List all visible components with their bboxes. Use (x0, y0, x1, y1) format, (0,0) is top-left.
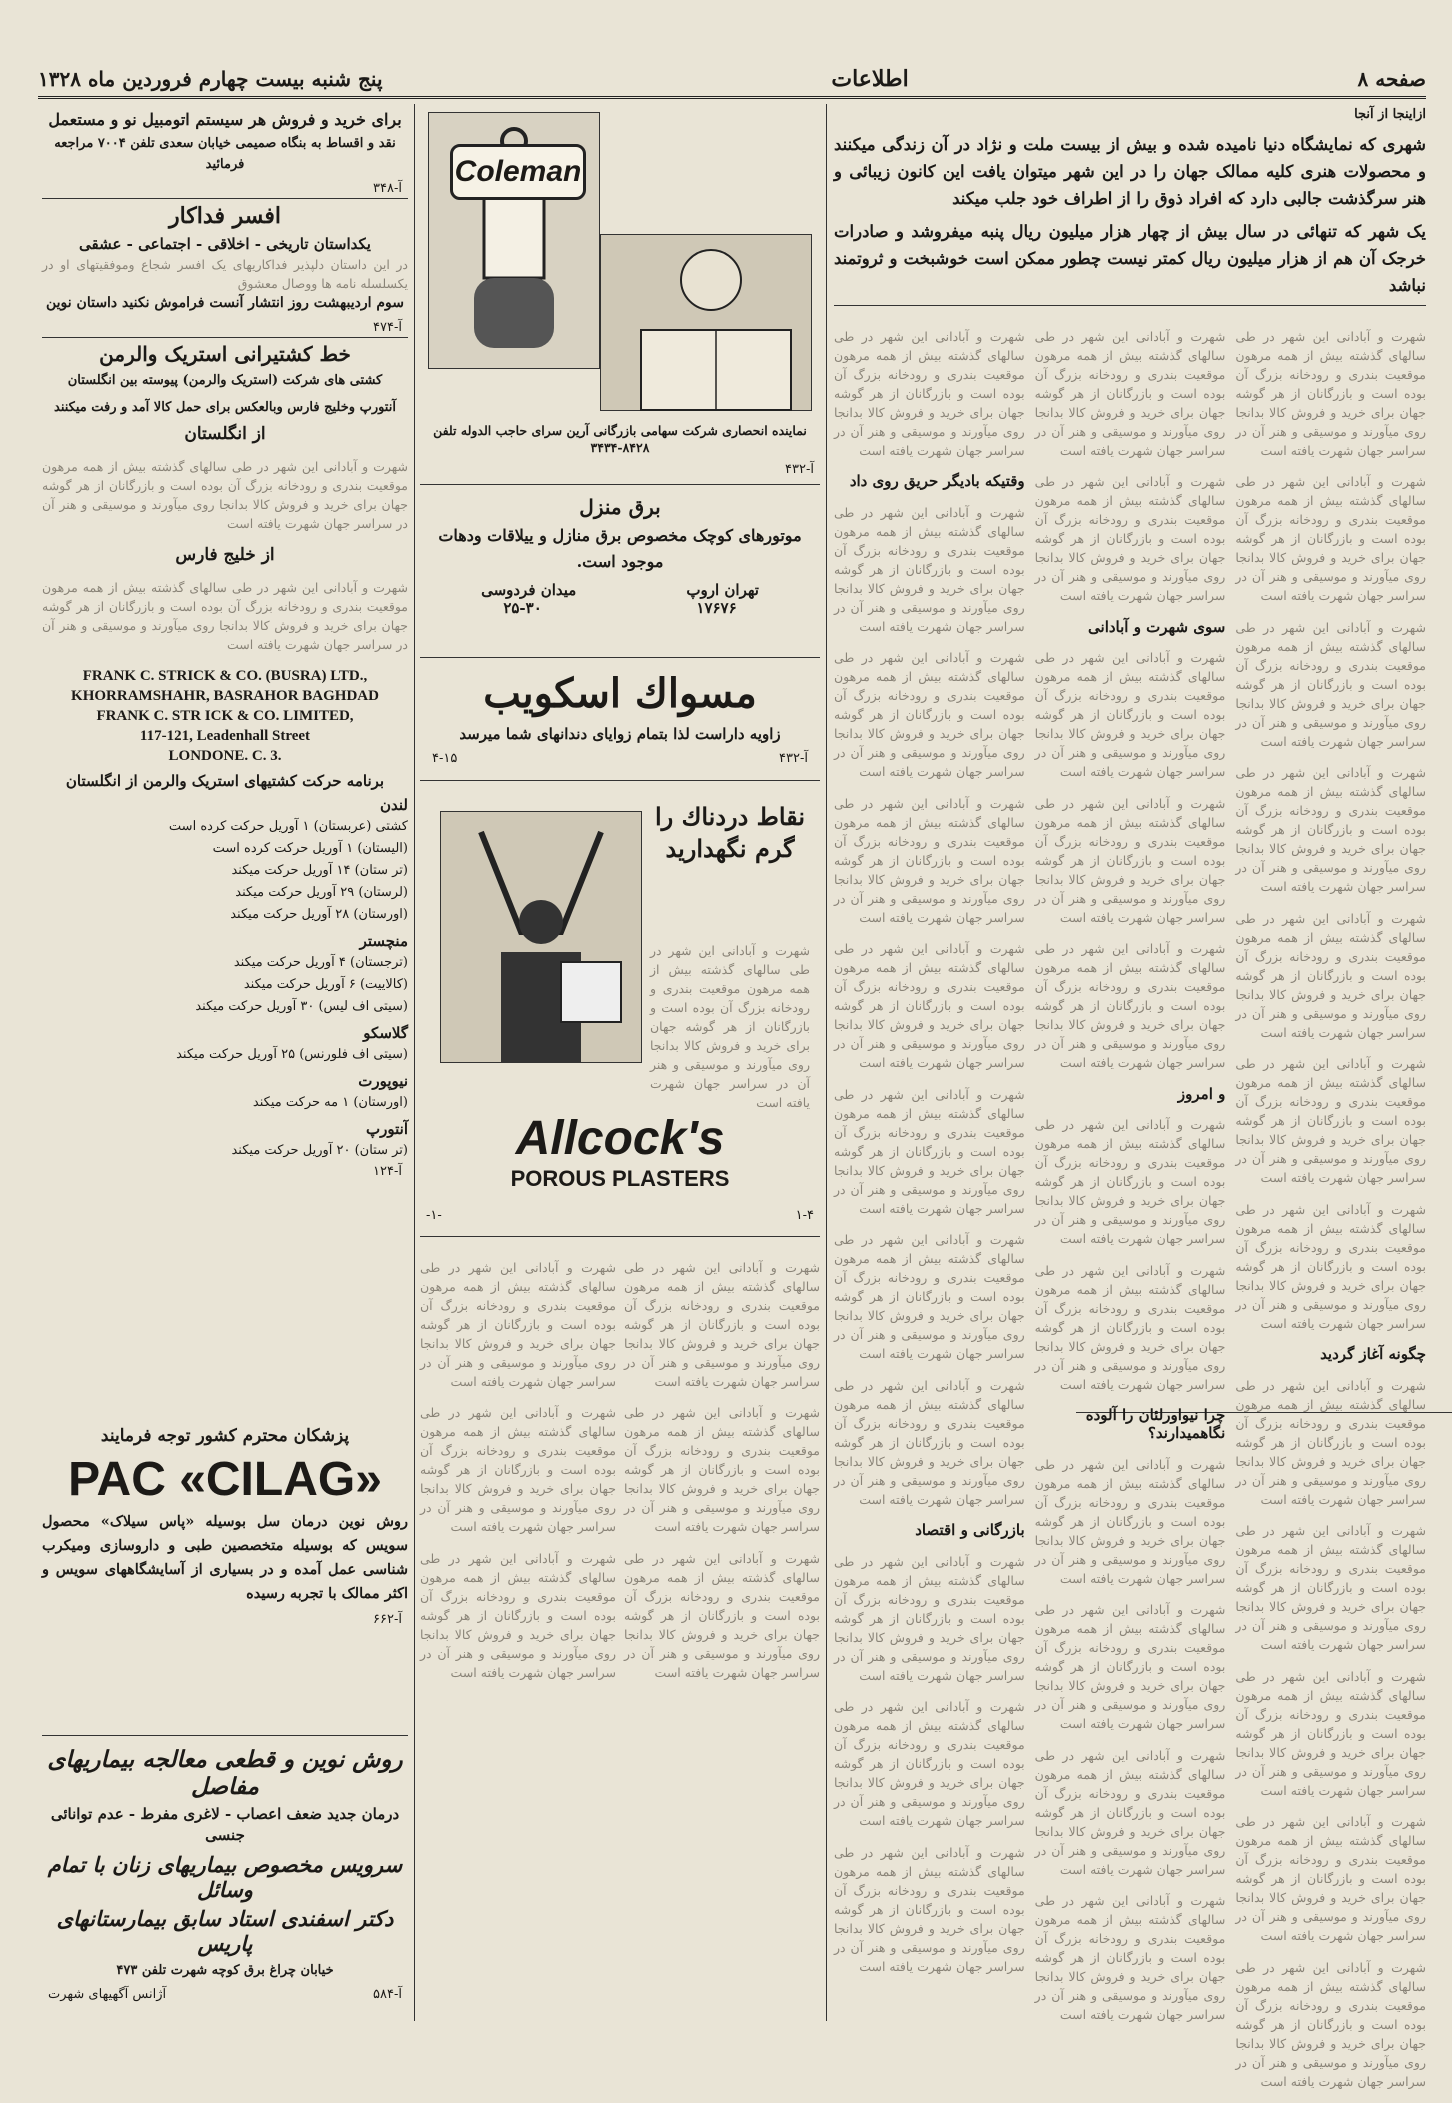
article-body: شهرت و آبادانی این شهر در طی سالهای گذشته بیش از همه مرهون موقعیت بندری و رودخانه بزرگ آن بوده است و بازرگانان از هر گوشه جهان برای خرید و فروش کالا بدانجا روی میآورند و موسیقی و هنر آن در سراسر جهان شهرت یافته است (833, 650, 1025, 779)
article-lead: شهری که نمایشگاه دنیا نامیده شده و بیش از بیست ملت و نژاد در آن زندگی میکنند و محصولات هنری کلیه ممالک جهان را در این شهر میتوان یافت این کانون زیبائی و هنر سرگذشت جالبی دارد که افراد ذوق را از اطراف خود جلب میکند (834, 135, 1426, 208)
doctor-line-1: روش نوین و قطعی معالجه بیماریهای مفاصل (47, 1746, 403, 1800)
schedule-row: (تر ستان) ۲۰ آوریل حرکت میکند (231, 1143, 408, 1158)
coleman-caption: نماینده انحصاری شرکت سهامی بازرگانی آرین سرای حاجب الدوله تلفن ۸۴۲۸-۳۴۳۴ (433, 423, 807, 455)
from-gulf-heading: از خلیج فارس (175, 545, 275, 565)
agency-name: آژانس آگهیهای شهرت (48, 1987, 167, 2002)
article-body: شهرت و آبادانی این شهر در طی سالهای گذشته بیش از همه مرهون موقعیت بندری و رودخانه بزرگ آن بوده است و بازرگانان از هر گوشه جهان برای خرید و فروش کالا بدانجا روی میآورند و موسیقی و هنر آن در سراسر جهان شهرت یافته است (1034, 1117, 1226, 1246)
allcock-ad (420, 781, 820, 1236)
shipping-sub: کشتی های شرکت (استریک والرمن) پیوسته بین انگلستان (67, 373, 383, 388)
car-body: نقد و اقساط به بنگاه صمیمی خیابان سعدی تلفن ۷۰۰۴ مراجعه فرمائید (54, 136, 396, 172)
book-subtitle: یکداستان تاریخی - اخلاقی - اجتماعی - عشقی (79, 235, 371, 253)
section-rule (420, 1236, 820, 1237)
ad-code: آ-۱۲۴ (373, 1164, 402, 1179)
subheading: بازرگانی و اقتصاد (915, 1521, 1025, 1539)
schedule-title: برنامه حرکت کشتیهای استریک والرمن از انگلستان (65, 772, 385, 790)
toothbrush-ad (420, 658, 820, 780)
article-body: شهرت و آبادانی این شهر در طی سالهای گذشته بیش از همه مرهون موقعیت بندری و رودخانه بزرگ آن بوده است و بازرگانان از هر گوشه جهان برای خرید و فروش کالا بدانجا روی میآورند و موسیقی و هنر آن در سراسر جهان شهرت یافته است (420, 1259, 616, 1389)
book-title: افسر فداکار (168, 203, 282, 229)
article-body: شهرت و آبادانی این شهر در طی سالهای گذشته بیش از همه مرهون موقعیت بندری و رودخانه بزرگ آن بوده است و بازرگانان از هر گوشه جهان برای خرید و فروش کالا بدانجا روی میآورند و موسیقی و هنر آن در سراسر جهان شهرت یافته است (1034, 474, 1226, 603)
from-uk-heading: از انگلستان (184, 424, 266, 444)
article-body: شهرت و آبادانی این شهر در طی سالهای گذشته بیش از همه مرهون موقعیت بندری و رودخانه بزرگ آن بوده است و بازرگانان از هر گوشه جهان برای خرید و فروش کالا بدانجا روی میآورند و موسیقی و هنر آن در سراسر جهان شهرت یافته است (1235, 1814, 1426, 1943)
article-body: شهرت و آبادانی این شهر در طی سالهای گذشته بیش از همه مرهون موقعیت بندری و رودخانه بزرگ آن بوده است و بازرگانان از هر گوشه جهان برای خرید و فروش کالا بدانجا روی میآورند و موسیقی و هنر آن در سراسر جهان شهرت یافته است (833, 1377, 1025, 1507)
port-newport: نیوپورت (358, 1072, 408, 1090)
generator-ad (420, 485, 820, 657)
shipping-ports: آنتورپ وخلیج فارس وبالعکس برای حمل کالا آمد و رفت میکنند (54, 400, 396, 415)
subheading: چرا نیواورلئان را آلوده نگاهمیدارند؟ (1085, 1406, 1226, 1442)
section-rule (42, 1735, 408, 1736)
article-body: شهرت و آبادانی این شهر در طی سالهای گذشته بیش از همه مرهون موقعیت بندری و رودخانه بزرگ آن بوده است و بازرگانان از هر گوشه جهان برای خرید و فروش کالا بدانجا روی میآورند و موسیقی و هنر آن در سراسر جهان شهرت یافته است (624, 1405, 820, 1534)
article-body: شهرت و آبادانی این شهر در طی سالهای گذشته بیش از همه مرهون موقعیت بندری و رودخانه بزرگ آن بوده است و بازرگانان از هر گوشه جهان برای خرید و فروش کالا بدانجا روی میآورند و موسیقی و هنر آن در سراسر جهان شهرت یافته است (1235, 910, 1426, 1040)
ad-code: آ-۴۷۴ (373, 320, 402, 335)
toothbrush-body: زاویه داراست لذا بتمام زوایای دندانهای شما میرسد (459, 725, 781, 743)
coleman-logo (450, 144, 586, 200)
allcock-body: شهرت و آبادانی این شهر در طی سالهای گذشته بیش از همه مرهون موقعیت بندری و رودخانه بزرگ آن بوده است و بازرگانان از هر گوشه جهان برای خرید و فروش کالا بدانجا روی میآورند و موسیقی و هنر آن در سراسر جهان شهرت یافته است (650, 943, 810, 1110)
car-ad (42, 110, 408, 196)
ad-code: -۱- (426, 1208, 442, 1223)
article-body: شهرت و آبادانی این شهر در طی سالهای گذشته بیش از همه مرهون موقعیت بندری و رودخانه بزرگ آن بوده است و بازرگانان از هر گوشه جهان برای خرید و فروش کالا بدانجا روی میآورند و موسیقی و هنر آن در سراسر جهان شهرت یافته است (420, 1550, 616, 1680)
article-body: شهرت و آبادانی این شهر در طی سالهای گذشته بیش از همه مرهون موقعیت بندری و رودخانه بزرگ آن بوده است و بازرگانان از هر گوشه جهان برای خرید و فروش کالا بدانجا روی میآورند و موسیقی و هنر آن در سراسر جهان شهرت یافته است (1034, 1893, 1226, 2022)
article-column (834, 314, 1025, 2103)
section-rule (42, 198, 408, 199)
schedule-row: (اورستان) ۱ مه حرکت میکند (252, 1095, 408, 1110)
address-1: تهران اروپ (686, 581, 759, 599)
port-manchester: منچستر (359, 932, 408, 950)
masthead (38, 62, 1426, 99)
subheading: وقتیکه بادیگر حریق روی داد (849, 472, 1025, 490)
article-body: شهرت و آبادانی این شهر در طی سالهای گذشته بیش از همه مرهون موقعیت بندری و رودخانه بزرگ آن بوده است و بازرگانان از هر گوشه جهان برای خرید و فروش کالا بدانجا روی میآورند و موسیقی و هنر آن در سراسر جهان شهرت یافته است (833, 1232, 1025, 1361)
man-reading-newspaper (600, 234, 812, 411)
middle-ads-column (420, 104, 820, 2021)
pac-cilag-ad (42, 1420, 408, 1629)
ad-code: ۴-۱۵ (432, 751, 458, 766)
article-body: شهرت و آبادانی این شهر در طی سالهای گذشته بیش از همه مرهون موقعیت بندری و رودخانه بزرگ آن بوده است و بازرگانان از هر گوشه جهان برای خرید و فروش کالا بدانجا روی میآورند و موسیقی و هنر آن در سراسر جهان شهرت یافته است (1034, 941, 1226, 1070)
book-body: در این داستان دلپذیر فداکاریهای یک افسر شجاع وموفقیتهای او در یکسلسله نامه ها ووصال معشوق (42, 257, 408, 291)
subheading: و امروز (1177, 1084, 1226, 1103)
pac-body: روش نوین درمان سل بوسیله «پاس سیلاک» محصول سویس که بوسیله متخصصین طبی و داروسازی ومیکرب شناسی عمل آمده و در بسیاری از آسایشگاههای سویس و اکثر ممالک با تجربه رسیده (42, 1513, 408, 1602)
column-rule (414, 104, 415, 2021)
article-body: شهرت و آبادانی این شهر در طی سالهای گذشته بیش از همه مرهون موقعیت بندری و رودخانه بزرگ آن بوده است و بازرگانان از هر گوشه جهان برای خرید و فروش کالا بدانجا روی میآورند و موسیقی و هنر آن در سراسر جهان شهرت یافته است (1034, 328, 1226, 458)
agent-address-2: KHORRAMSHAHR, BASRAHOR BAGHDAD (71, 688, 379, 704)
article-body: شهرت و آبادانی این شهر در طی سالهای گذشته بیش از همه مرهون موقعیت بندری و رودخانه بزرگ آن بوده است و بازرگانان از هر گوشه جهان برای خرید و فروش کالا بدانجا روی میآورند و موسیقی و هنر آن در سراسر جهان شهرت یافته است (833, 795, 1025, 925)
allcock-slogan: نقاط دردناك را گرم نگهدارید (654, 802, 806, 863)
doctor-line-2: درمان جدید ضعف اعصاب - لاغری مفرط - عدم توانائی جنسی (50, 1805, 400, 1844)
toothbrush-title: مسواك اسكويب (483, 670, 757, 717)
port-glasgow: گلاسکو (363, 1024, 408, 1042)
subheading: سوی شهرت و آبادانی (1088, 617, 1226, 636)
shipping-ad (42, 342, 408, 1179)
article-body: شهرت و آبادانی این شهر در طی سالهای گذشته بیش از همه مرهون موقعیت بندری و رودخانه بزرگ آن بوده است و بازرگانان از هر گوشه جهان برای خرید و فروش کالا بدانجا روی میآورند و موسیقی و هنر آن در سراسر جهان شهرت یافته است (833, 1699, 1025, 1828)
figure-illustration (440, 811, 642, 1063)
section-rule (420, 484, 820, 485)
doctor-line-4: دکتر اسفندی استاد سابق بیمارستانهای پاریس (56, 1906, 394, 1956)
schedule-row: (لرستان) ۲۹ آوریل حرکت میکند (235, 885, 408, 900)
phone-2: ۲۵-۳۰ (503, 599, 542, 617)
phone-1: ۱۷۶۷۶ (696, 599, 737, 617)
feature-article (833, 104, 1426, 2089)
agent-address-3: FRANK C. STR ICK & CO. LIMITED, (96, 708, 354, 724)
shipping-body: شهرت و آبادانی این شهر در طی سالهای گذشته بیش از همه مرهون موقعیت بندری و رودخانه بزرگ آن بوده است و بازرگانان از هر گوشه جهان برای خرید و فروش کالا بدانجا روی میآورند و موسیقی و هنر آن در سراسر جهان شهرت یافته است (42, 579, 408, 652)
newspaper-name: اطلاعات (831, 66, 909, 92)
schedule-row: (کالاییت) ۶ آوریل حرکت میکند (243, 977, 408, 992)
allcock-brand: Allcock's (515, 1112, 725, 1165)
pac-title: پزشکان محترم کشور توجه فرمایند (100, 1426, 350, 1446)
left-ads-column (42, 104, 408, 2021)
address-2: میدان فردوسی (481, 581, 577, 599)
shipping-title: خط کشتیرانی استریک والرمن (99, 342, 351, 366)
article-body: شهرت و آبادانی این شهر در طی سالهای گذشته بیش از همه مرهون موقعیت بندری و رودخانه بزرگ آن بوده است و بازرگانان از هر گوشه جهان برای خرید و فروش کالا بدانجا روی میآورند و موسیقی و هنر آن در سراسر جهان شهرت یافته است (1235, 1668, 1426, 1798)
article-body: شهرت و آبادانی این شهر در طی سالهای گذشته بیش از همه مرهون موقعیت بندری و رودخانه بزرگ آن بوده است و بازرگانان از هر گوشه جهان برای خرید و فروش کالا بدانجا روی میآورند و موسیقی و هنر آن در سراسر جهان شهرت یافته است (833, 328, 1025, 458)
doctor-line-3: سرویس مخصوص بیماریهای زنان با تمام وسائل (47, 1852, 403, 1902)
article-body: شهرت و آبادانی این شهر در طی سالهای گذشته بیش از همه مرهون موقعیت بندری و رودخانه بزرگ آن بوده است و بازرگانان از هر گوشه جهان برای خرید و فروش کالا بدانجا روی میآورند و موسیقی و هنر آن در سراسر جهان شهرت یافته است (833, 941, 1025, 1070)
schedule-row: (الیستان) ۱ آوریل حرکت کرده است (212, 841, 408, 856)
article-lead-2: یک شهر که تنهائی در سال بیش از چهار هزار میلیون ریال پنبه میفروشد و صادرات خرجک آن هم از هزار میلیون ریال کمتر نیست چطور ممکن است خوشبخت و ثروتمند نباشد (834, 218, 1426, 306)
article-body: شهرت و آبادانی این شهر در طی سالهای گذشته بیش از همه مرهون موقعیت بندری و رودخانه بزرگ آن بوده است و بازرگانان از هر گوشه جهان برای خرید و فروش کالا بدانجا روی میآورند و موسیقی و هنر آن در سراسر جهان شهرت یافته است (833, 1086, 1025, 1216)
article-body: شهرت و آبادانی این شهر در طی سالهای گذشته بیش از همه مرهون موقعیت بندری و رودخانه بزرگ آن بوده است و بازرگانان از هر گوشه جهان برای خرید و فروش کالا بدانجا روی میآورند و موسیقی و هنر آن در سراسر جهان شهرت یافته است (833, 504, 1025, 634)
issue-date: پنج شنبه بیست چهارم فروردین ماه ۱۳۲۸ (38, 67, 383, 91)
article-body: شهرت و آبادانی این شهر در طی سالهای گذشته بیش از همه مرهون موقعیت بندری و رودخانه بزرگ آن بوده است و بازرگانان از هر گوشه جهان برای خرید و فروش کالا بدانجا روی میآورند و موسیقی و هنر آن در سراسر جهان شهرت یافته است (624, 1550, 820, 1680)
article-body: شهرت و آبادانی این شهر در طی سالهای گذشته بیش از همه مرهون موقعیت بندری و رودخانه بزرگ آن بوده است و بازرگانان از هر گوشه جهان برای خرید و فروش کالا بدانجا روی میآورند و موسیقی و هنر آن در سراسر جهان شهرت یافته است (1034, 1747, 1226, 1877)
generator-body: موتورهای کوچک مخصوص برق منازل و ییلاقات ودهات موجود است. (438, 526, 802, 571)
book-release: سوم اردیبهشت روز انتشار آنست فراموش نکنید داستان نوین (45, 295, 404, 311)
generator-title: برق منزل (579, 495, 661, 519)
article-body: شهرت و آبادانی این شهر در طی سالهای گذشته بیش از همه مرهون موقعیت بندری و رودخانه بزرگ آن بوده است و بازرگانان از هر گوشه جهان برای خرید و فروش کالا بدانجا روی میآورند و موسیقی و هنر آن در سراسر جهان شهرت یافته است (1235, 1523, 1426, 1652)
ad-code: آ-۳۴۸ (373, 181, 402, 196)
book-ad (42, 203, 408, 335)
article-body: شهرت و آبادانی این شهر در طی سالهای گذشته بیش از همه مرهون موقعیت بندری و رودخانه بزرگ آن بوده است و بازرگانان از هر گوشه جهان برای خرید و فروش کالا بدانجا روی میآورند و موسیقی و هنر آن در سراسر جهان شهرت یافته است (1034, 1262, 1226, 1392)
schedule-row: (اورستان) ۲۸ آوریل حرکت میکند (230, 907, 408, 922)
doctor-ad (42, 1742, 408, 2004)
kicker: ازاینجا از آنجا (1354, 107, 1426, 122)
port-london: لندن (380, 796, 408, 814)
shipping-body: شهرت و آبادانی این شهر در طی سالهای گذشته بیش از همه مرهون موقعیت بندری و رودخانه بزرگ آن بوده است و بازرگانان از هر گوشه جهان برای خرید و فروش کالا بدانجا روی میآورند و موسیقی و هنر آن در سراسر جهان شهرت یافته است (42, 458, 408, 531)
article-body: شهرت و آبادانی این شهر در طی سالهای گذشته بیش از همه مرهون موقعیت بندری و رودخانه بزرگ آن بوده است و بازرگانان از هر گوشه جهان برای خرید و فروش کالا بدانجا روی میآورند و موسیقی و هنر آن در سراسر جهان شهرت یافته است (624, 1259, 820, 1389)
article-body: شهرت و آبادانی این شهر در طی سالهای گذشته بیش از همه مرهون موقعیت بندری و رودخانه بزرگ آن بوده است و بازرگانان از هر گوشه جهان برای خرید و فروش کالا بدانجا روی میآورند و موسیقی و هنر آن در سراسر جهان شهرت یافته است (1235, 1056, 1426, 1185)
schedule-row: (ترجستان) ۴ آوریل حرکت میکند (233, 955, 408, 970)
coleman-ad (420, 104, 820, 484)
article-body: شهرت و آبادانی این شهر در طی سالهای گذشته بیش از همه مرهون موقعیت بندری و رودخانه بزرگ آن بوده است و بازرگانان از هر گوشه جهان برای خرید و فروش کالا بدانجا روی میآورند و موسیقی و هنر آن در سراسر جهان شهرت یافته است (1034, 1456, 1226, 1586)
schedule-row: کشتی (عربستان) ۱ آوریل حرکت کرده است (168, 819, 408, 834)
coleman-brand: Coleman (454, 155, 582, 188)
agent-address-4: 117-121, Leadenhall Street (139, 728, 311, 744)
schedule-row: (تر ستان) ۱۴ آوریل حرکت میکند (231, 863, 408, 878)
article-body: شهرت و آبادانی این شهر در طی سالهای گذشته بیش از همه مرهون موقعیت بندری و رودخانه بزرگ آن بوده است و بازرگانان از هر گوشه جهان برای خرید و فروش کالا بدانجا روی میآورند و موسیقی و هنر آن در سراسر جهان شهرت یافته است (1034, 1602, 1226, 1731)
article-continuation (420, 1237, 820, 1694)
article-body: شهرت و آبادانی این شهر در طی سالهای گذشته بیش از همه مرهون موقعیت بندری و رودخانه بزرگ آن بوده است و بازرگانان از هر گوشه جهان برای خرید و فروش کالا بدانجا روی میآورند و موسیقی و هنر آن در سراسر جهان شهرت یافته است (1235, 474, 1426, 603)
subheading: چگونه آغاز گردید (1320, 1345, 1426, 1363)
allcock-subbrand: POROUS PLASTERS (510, 1166, 730, 1191)
article-body: شهرت و آبادانی این شهر در طی سالهای گذشته بیش از همه مرهون موقعیت بندری و رودخانه بزرگ آن بوده است و بازرگانان از هر گوشه جهان برای خرید و فروش کالا بدانجا روی میآورند و موسیقی و هنر آن در سراسر جهان شهرت یافته است (1235, 619, 1426, 749)
article-body: شهرت و آبادانی این شهر در طی سالهای گذشته بیش از همه مرهون موقعیت بندری و رودخانه بزرگ آن بوده است و بازرگانان از هر گوشه جهان برای خرید و فروش کالا بدانجا روی میآورند و موسیقی و هنر آن در سراسر جهان شهرت یافته است (420, 1405, 616, 1534)
ad-code: آ-۶۶۲ (373, 1612, 402, 1627)
section-rule (420, 657, 820, 658)
ad-code: آ-۴۳۲ (785, 462, 814, 477)
doctor-line-5: خیابان چراغ برق کوچه شهرت تلفن ۴۷۳ (116, 1963, 334, 1978)
article-body: شهرت و آبادانی این شهر در طی سالهای گذشته بیش از همه مرهون موقعیت بندری و رودخانه بزرگ آن بوده است و بازرگانان از هر گوشه جهان برای خرید و فروش کالا بدانجا روی میآورند و موسیقی و هنر آن در سراسر جهان شهرت یافته است (1235, 1377, 1426, 1507)
agent-address-5: LONDONE. C. 3. (168, 748, 282, 764)
article-column (1035, 314, 1226, 2103)
ad-code: ۱-۴ (795, 1208, 814, 1223)
article-body: شهرت و آبادانی این شهر در طی سالهای گذشته بیش از همه مرهون موقعیت بندری و رودخانه بزرگ آن بوده است و بازرگانان از هر گوشه جهان برای خرید و فروش کالا بدانجا روی میآورند و موسیقی و هنر آن در سراسر جهان شهرت یافته است (833, 1844, 1025, 1974)
article-body: شهرت و آبادانی این شهر در طی سالهای گذشته بیش از همه مرهون موقعیت بندری و رودخانه بزرگ آن بوده است و بازرگانان از هر گوشه جهان برای خرید و فروش کالا بدانجا روی میآورند و موسیقی و هنر آن در سراسر جهان شهرت یافته است (833, 1553, 1025, 1683)
article-body: شهرت و آبادانی این شهر در طی سالهای گذشته بیش از همه مرهون موقعیت بندری و رودخانه بزرگ آن بوده است و بازرگانان از هر گوشه جهان برای خرید و فروش کالا بدانجا روی میآورند و موسیقی و هنر آن در سراسر جهان شهرت یافته است (1235, 1201, 1426, 1331)
ad-code: آ-۵۸۴ (373, 1987, 402, 2002)
article-column (1235, 314, 1426, 2103)
port-antwerp: آنتورپ (366, 1120, 408, 1138)
article-body: شهرت و آبادانی این شهر در طی سالهای گذشته بیش از همه مرهون موقعیت بندری و رودخانه بزرگ آن بوده است و بازرگانان از هر گوشه جهان برای خرید و فروش کالا بدانجا روی میآورند و موسیقی و هنر آن در سراسر جهان شهرت یافته است (1235, 765, 1426, 894)
article-body: شهرت و آبادانی این شهر در طی سالهای گذشته بیش از همه مرهون موقعیت بندری و رودخانه بزرگ آن بوده است و بازرگانان از هر گوشه جهان برای خرید و فروش کالا بدانجا روی میآورند و موسیقی و هنر آن در سراسر جهان شهرت یافته است (1034, 795, 1226, 925)
pac-brand: PAC «CILAG» (68, 1453, 382, 1506)
schedule-row: (سیتی اف لیس) ۳۰ آوریل حرکت میکند (195, 999, 408, 1014)
car-title: برای خرید و فروش هر سیستم اتومبیل نو و مستعمل (48, 110, 402, 129)
agent-address-1: FRANK C. STRICK & CO. (BUSRA) LTD., (82, 668, 368, 684)
column-rule (826, 104, 827, 2021)
ad-code: آ-۴۳۲ (779, 751, 808, 766)
article-body: شهرت و آبادانی این شهر در طی سالهای گذشته بیش از همه مرهون موقعیت بندری و رودخانه بزرگ آن بوده است و بازرگانان از هر گوشه جهان برای خرید و فروش کالا بدانجا روی میآورند و موسیقی و هنر آن در سراسر جهان شهرت یافته است (1034, 650, 1226, 779)
article-body: شهرت و آبادانی این شهر در طی سالهای گذشته بیش از همه مرهون موقعیت بندری و رودخانه بزرگ آن بوده است و بازرگانان از هر گوشه جهان برای خرید و فروش کالا بدانجا روی میآورند و موسیقی و هنر آن در سراسر جهان شهرت یافته است (1235, 328, 1426, 458)
section-rule (42, 337, 408, 338)
schedule-row: (سیتی اف فلورنس) ۲۵ آوریل حرکت میکند (176, 1047, 408, 1062)
page-number: صفحه ۸ (1357, 67, 1426, 91)
article-body: شهرت و آبادانی این شهر در طی سالهای گذشته بیش از همه مرهون موقعیت بندری و رودخانه بزرگ آن بوده است و بازرگانان از هر گوشه جهان برای خرید و فروش کالا بدانجا روی میآورند و موسیقی و هنر آن در سراسر جهان شهرت یافته است (1235, 1959, 1426, 2089)
